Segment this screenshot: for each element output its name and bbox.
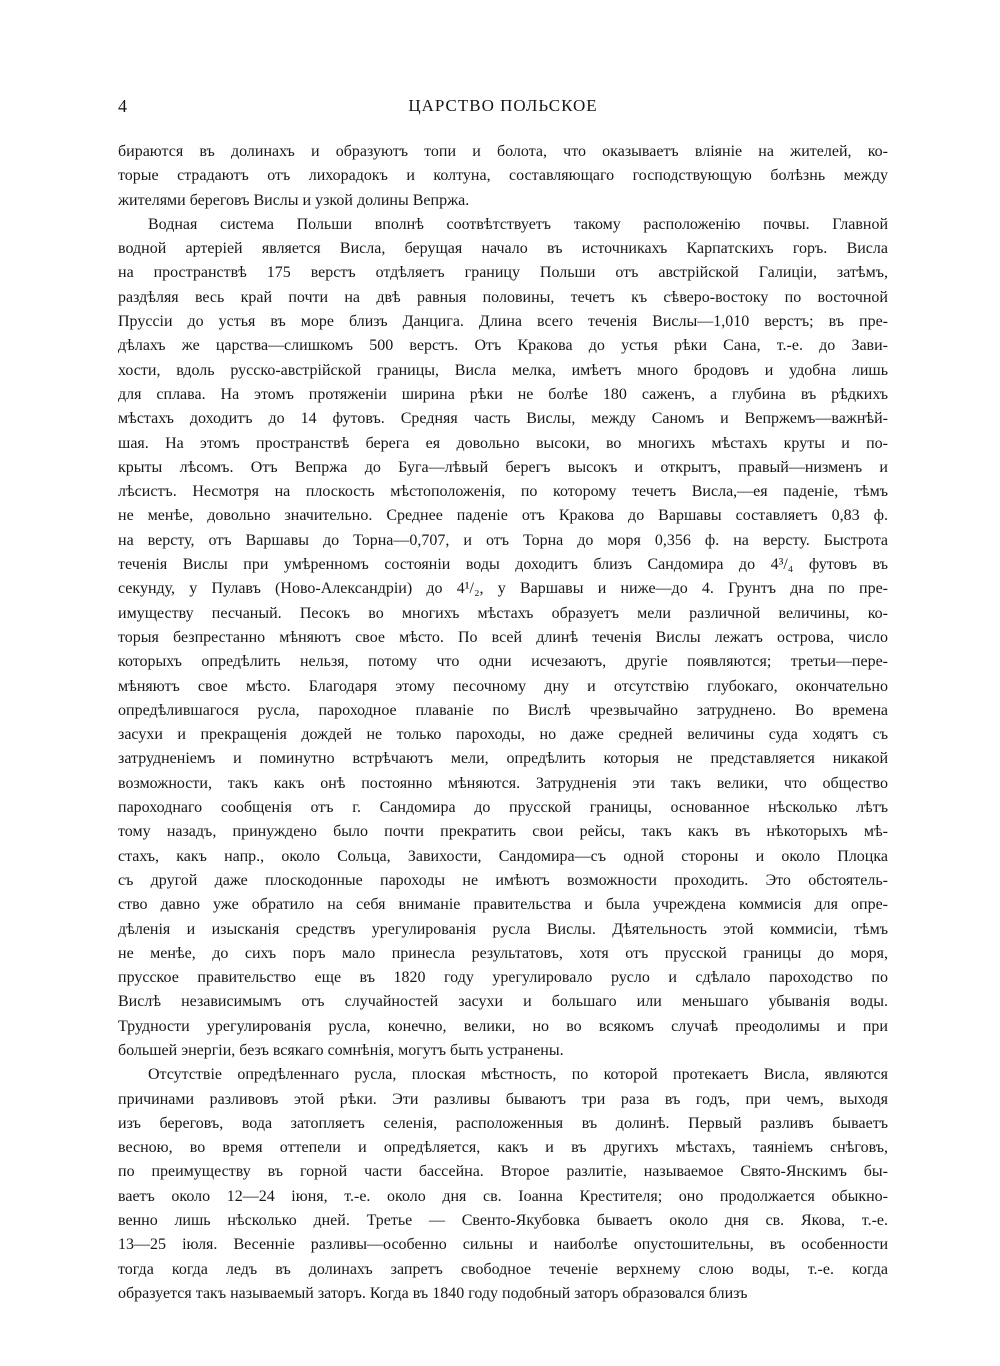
text-line: тогда когда ледъ въ долинахъ запретъ свободное теченіе верхнему слою воды, т.-е. когда [118,1260,888,1278]
text-line: засухи и прекращенія дождей не только пароходы, но даже средней величины суда ходятъ съ [118,726,888,744]
text-line: прусское правительство еще въ 1820 году урегулировало русло и сдѣлало пароходство по [118,969,888,987]
text-line: мѣстахъ доходитъ до 14 футовъ. Средняя часть Вислы, между Саномъ и Вепржемъ—важнѣй- [118,410,888,428]
text-line: съ другой даже плоскодонные пароходы не имѣютъ возможности проходить. Это обстоятель- [118,871,888,889]
text-line: жителями береговъ Вислы и узкой долины Вепржа. [118,191,470,209]
text-line: Трудности урегулированія русла, конечно, велики, но во всякомъ случаѣ преодолимы и при [118,1017,888,1035]
running-head [118,92,888,120]
text-line: Пруссіи до устья въ море близъ Данцига. Длина всего теченія Вислы—1,010 верстъ; въ пре- [118,313,888,331]
page-number: 4 [118,96,127,116]
text-line: имуществу песчаный. Песокъ во многихъ мѣстахъ образуетъ мели различной величины, ко- [118,604,888,622]
text-line: Отсутствіе опредѣленнаго русла, плоская мѣстность, по которой протекаетъ Висла, являются [148,1066,888,1084]
paragraph [118,140,888,213]
text-line: не менѣе, довольно значительно. Среднее паденіе отъ Кракова до Варшавы составляетъ 0,83 ф. [118,507,888,525]
text-line: стахъ, какъ напр., около Сольца, Завихости, Сандомира—съ одной стороны и около Плоцка [118,847,888,865]
text-line: на версту, отъ Варшавы до Торна—0,707, и отъ Торна до моря 0,356 ф. на версту. Быстрота [118,531,888,549]
text-line: дѣленія и изысканія средствъ урегулированія русла Вислы. Дѣятельность этой коммисіи, тѣмъ [118,920,888,938]
text-line: по преимуществу въ горной части бассейна. Второе разлитіе, называемое Свято-Янскимъ бы- [118,1163,888,1181]
text-line: хости, вдоль русско-австрійской границы, Висла мелка, имѣетъ много бродовъ и удобна лишь [118,361,888,379]
text-line: ство давно уже обратило на себя вниманіе правительства и была учреждена коммисія для опре- [118,896,888,914]
text-line: мѣняютъ свое мѣсто. Благодаря этому песочному дну и отсутствію глубокаго, окончательно [118,677,888,695]
body-text [118,140,888,1306]
text-line: которыхъ опредѣлить нельзя, потому что одни исчезаютъ, другіе появляются; третьи—пере- [118,653,888,671]
text-line: на пространствѣ 175 верстъ отдѣляетъ границу Польши отъ австрійской Галиціи, затѣмъ, [118,264,888,282]
text-line: шая. На этомъ пространствѣ берега ея довольно высоки, во многихъ мѣстахъ круты и по- [118,434,888,452]
text-line: венно лишь нѣсколько дней. Третье — Свенто-Якубовка бываетъ около дня св. Якова, т.-е. [118,1212,888,1230]
text-line: Водная система Польши вполнѣ соотвѣтствуетъ такому расположенію почвы. Главной [148,215,888,233]
text-line: водной артеріей является Висла, берущая начало въ источникахъ Карпатскихъ горъ. Висла [118,240,888,258]
text-line: дѣлахъ же царства—слишкомъ 500 верстъ. Отъ Кракова до устья рѣки Сана, т.-е. до Зави- [118,337,888,355]
text-line: 13—25 іюля. Весеннiе разливы—особенно сильны и наиболѣе опустошительны, въ особенности [118,1236,888,1254]
text-line: торые страдаютъ отъ лихорадокъ и колтуна, составляющаго господствующую болѣзнь между [118,167,888,185]
page [118,92,888,1306]
text-line: не менѣе, до сихъ поръ мало принесла результатовъ, хотя отъ прусской границы до моря, [118,944,888,962]
text-line: для сплава. На этомъ протяженіи ширина рѣки не болѣе 180 саженъ, а глубина въ рѣдкихъ [118,385,888,403]
text-line: Вислѣ независимымъ отъ случайностей засухи и большаго или меньшаго убыванія воды. [118,993,888,1011]
text-line: затрудненіемъ и поминутно встрѣчаютъ мели, опредѣлить которыя не представляется никакой [118,750,888,768]
text-line: бираются въ долинахъ и образуютъ топи и болота, что оказываетъ вліяніе на жителей, ко- [118,143,888,160]
text-line: большей энергіи, безъ всякаго сомнѣнія, могутъ быть устранены. [118,1041,564,1059]
paragraph [118,1063,888,1306]
text-line: ваетъ около 12—24 іюня, т.-е. около дня св. Іоанна Крестителя; оно продолжается обыкно- [118,1187,888,1205]
text-line: теченія Вислы при умѣренномъ состояніи воды доходитъ близъ Сандомира до 4³/₄ футовъ въ [118,556,888,574]
text-line: весною, во время оттепели и опредѣляется, какъ и въ другихъ мѣстахъ, таяніемъ снѣговъ, [118,1139,888,1157]
text-line: раздѣляя весь край почти на двѣ равныя половины, течетъ къ сѣверо-востоку по восточной [118,288,888,306]
text-line: крыты лѣсомъ. Отъ Вепржа до Буга—лѣвый берегъ высокъ и открытъ, правый—низменъ и [118,458,888,476]
text-line: причинами разливовъ этой рѣки. Эти разливы бываютъ три раза въ годъ, при чемъ, выходя [118,1090,888,1108]
text-line: пароходнаго сообщенія отъ г. Сандомира до прусской границы, основанное нѣсколько лѣтъ [118,799,888,817]
text-line: изъ береговъ, вода затопляетъ селенія, расположенныя въ долинѣ. Первый разливъ бываетъ [118,1114,888,1132]
text-line: тому назадъ, принуждено было почти прекратить свои рейсы, такъ какъ въ нѣкоторыхъ мѣ- [118,823,888,841]
text-line: возможности, такъ какъ онѣ постоянно мѣняются. Затрудненія эти такъ велики, что общество [118,774,888,792]
text-line: торыя безпрестанно мѣняютъ свое мѣсто. По всей длинѣ теченія Вислы лежатъ острова, число [118,628,888,646]
text-line: опредѣлившагося русла, пароходное плаваніе по Вислѣ чрезвычайно затруднено. Во времена [118,701,888,719]
text-line: секунду, у Пулавъ (Ново-Александріи) до 4¹/₂, у Варшавы и ниже—до 4. Грунтъ дна по пре- [118,580,888,598]
text-line: лѣсистъ. Несмотря на плоскость мѣстоположенія, по которому течетъ Висла,—ея паденіе, тѣмъ [118,483,888,501]
text-line: образуется такъ называемый заторъ. Когда въ 1840 году подобный заторъ образовался близъ [118,1284,748,1302]
paragraph [118,213,888,1063]
page-title: ЦАРСТВО ПОЛЬСКОЕ [408,96,598,115]
